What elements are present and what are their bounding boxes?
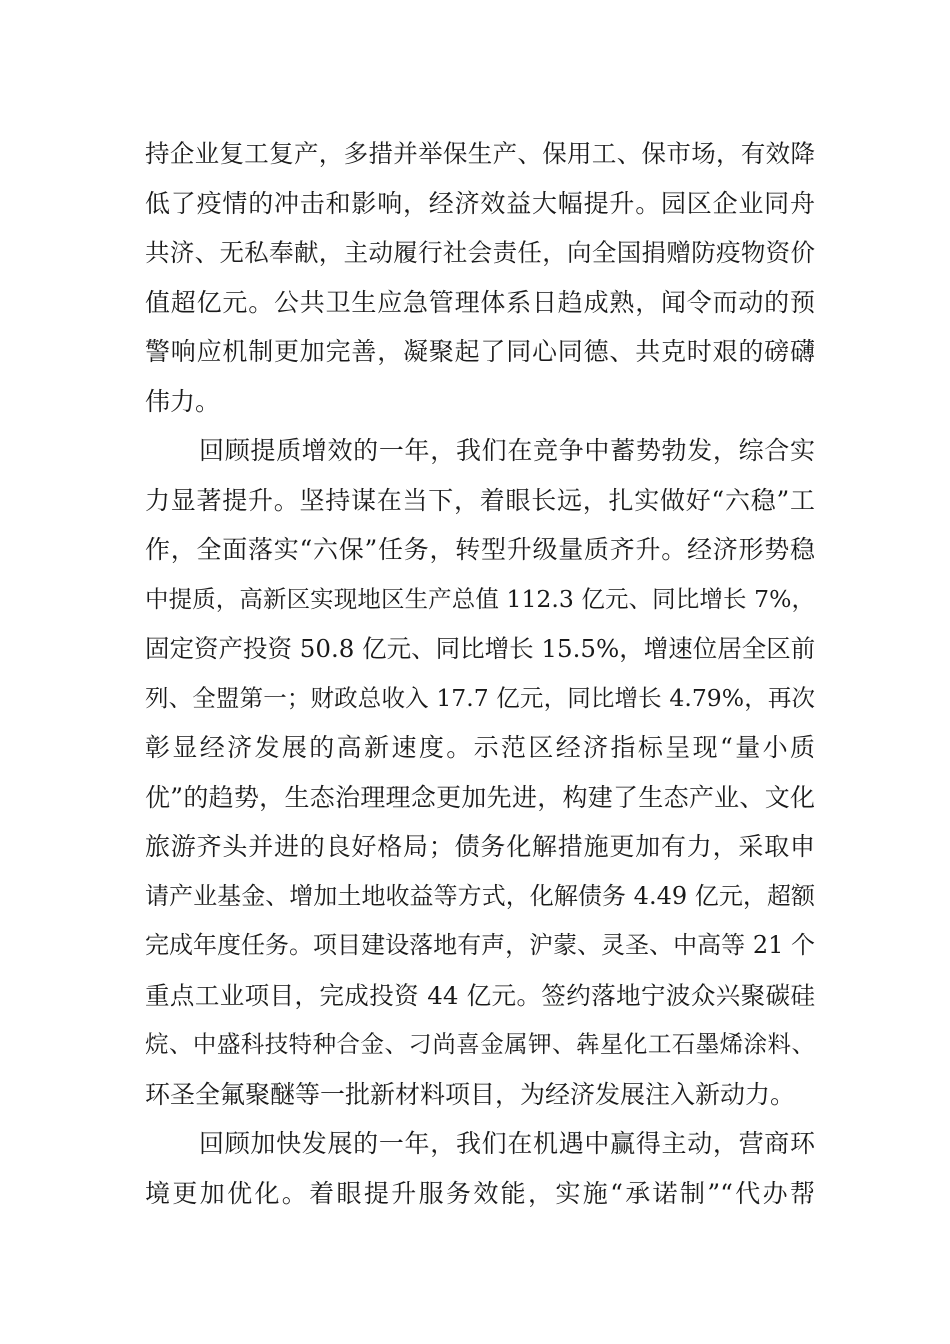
text-line: 共济、无私奉献，主动履行社会责任，向全国捐赠防疫物资价 bbox=[145, 238, 815, 267]
text-line: 烷、中盛科技特种合金、刁尚喜金属钾、犇星化工石墨烯涂料、 bbox=[145, 1030, 815, 1058]
text-line: 警响应机制更加完善，凝聚起了同心同德、共克时艰的磅礴 bbox=[145, 337, 815, 366]
text-line: 列、全盟第一；财政总收入 17.7 亿元，同比增长 4.79%，再次 bbox=[145, 683, 815, 712]
document-body bbox=[145, 129, 815, 1218]
paragraph-first-line: 回顾提质增效的一年，我们在竞争中蓄势勃发，综合实 bbox=[199, 436, 815, 465]
text-line: 优”的趋势，生态治理理念更加先进，构建了生态产业、文化 bbox=[145, 782, 815, 812]
text-line: 重点工业项目，完成投资 44 亿元。签约落地宁波众兴聚碳硅 bbox=[145, 980, 815, 1010]
text-line: 旅游齐头并进的良好格局；债务化解措施更加有力，采取申 bbox=[145, 832, 815, 861]
text-line: 中提质，高新区实现地区生产总值 112.3 亿元、同比增长 7%， bbox=[145, 584, 815, 613]
text-line: 伟力。 bbox=[145, 386, 221, 416]
text-line: 彰显经济发展的高新速度。示范区经济指标呈现“量小质 bbox=[145, 733, 815, 762]
text-line: 力显著提升。坚持谋在当下，着眼长远，扎实做好“六稳”工 bbox=[145, 485, 815, 515]
text-line: 境更加优化。着眼提升服务效能，实施“承诺制”“代办帮 bbox=[145, 1178, 815, 1208]
text-line: 环圣全氟聚醚等一批新材料项目，为经济发展注入新动力。 bbox=[145, 1079, 796, 1109]
text-line: 完成年度任务。项目建设落地有声，沪蒙、灵圣、中高等 21 个 bbox=[145, 931, 815, 959]
text-line: 值超亿元。公共卫生应急管理体系日趋成熟，闻令而动的预 bbox=[145, 287, 815, 317]
text-line: 请产业基金、增加土地收益等方式，化解债务 4.49 亿元，超额 bbox=[145, 881, 815, 910]
text-line: 持企业复工复产，多措并举保生产、保用工、保市场，有效降 bbox=[145, 139, 815, 168]
text-line: 固定资产投资 50.8 亿元、同比增长 15.5%，增速位居全区前 bbox=[145, 634, 816, 663]
text-line: 低了疫情的冲击和影响，经济效益大幅提升。园区企业同舟 bbox=[145, 188, 815, 218]
text-line: 作，全面落实“六保”任务，转型升级量质齐升。经济形势稳 bbox=[145, 535, 815, 564]
paragraph-first-line: 回顾加快发展的一年，我们在机遇中赢得主动，营商环 bbox=[199, 1129, 815, 1158]
